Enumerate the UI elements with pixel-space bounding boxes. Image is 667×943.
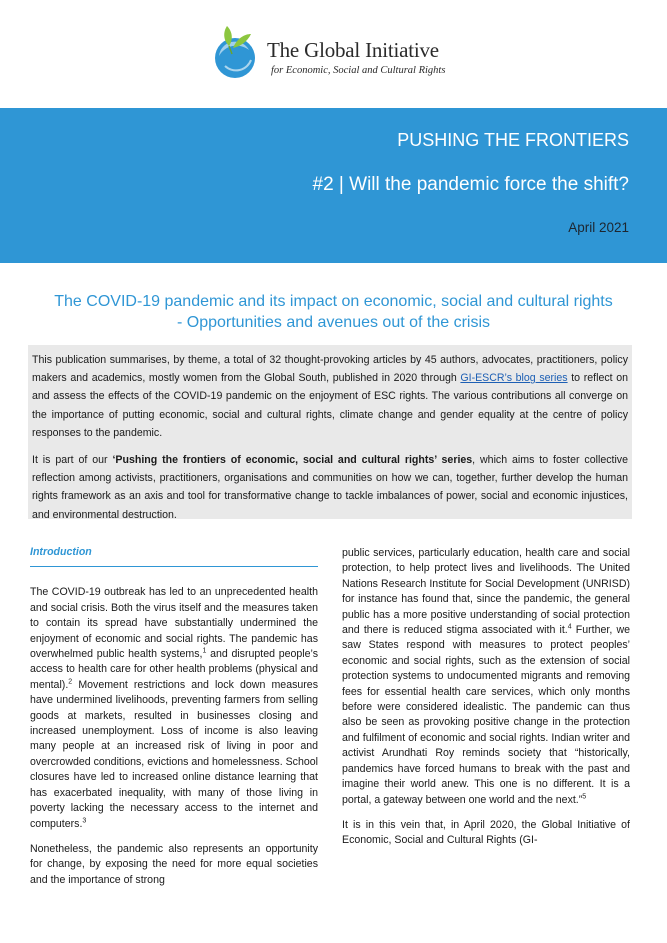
org-name: The Global Initiative [267,38,439,62]
org-tagline: for Economic, Social and Cultural Rights [271,65,446,76]
subtitle-line-2: - Opportunities and avenues out of the crisis [176,314,491,331]
summary-paragraph-1 [32,351,628,442]
footnote-ref[interactable]: 1 [202,647,207,655]
body-paragraph [30,585,318,832]
body-text: Movement restrictions and lock down measures have undermined livelihoods, preventing farmers from selling goods at markets, resulted in businesses closing and increased unemployment. Loss of income is also leaving many people at an increased risk of living in poor and overcrowded conditions, evictions and homelessness. School closures have led to increased online distance learning that has exacerbated inequality, with many of those living in poverty lacking the necessary access to the internet and computers. [30,678,318,830]
body-paragraph: It is in this vein that, in April 2020, the Global Initiative of Economic, Social and Cultural Rights (GI- [342,818,630,847]
subtitle-line-1: The COVID-19 pandemic and its impact on economic, social and cultural rights [54,293,613,310]
footnote-ref[interactable]: 3 [82,816,87,824]
org-logo [205,20,465,80]
body-text: public services, particularly education, health care and social protection, to help protect lives and livelihoods. The United Nations Research Institute for Social Development (UNRISD) for instance has found that, since the pandemic, the general public has a more positive understanding of social protection and there is reduced stigma associated with it. [342,547,630,637]
publication-date: April 2021 [568,220,629,235]
body-text: and disrupted people’s access to health care for other health problems (physical and mental). [30,648,318,691]
body-text: The COVID-19 outbreak has led to an unprecedented health and social crisis. Both the virus itself and the measures taken to contain its spread have substantially undermined the enjoyment of economic and social rights. The pandemic has overwhelmed public health systems, [30,586,318,661]
title-banner [0,108,667,263]
summary-box [28,345,632,519]
summary-text: It is part of our [32,454,113,467]
series-name-bold: ‘Pushing the frontiers of economic, social and cultural rights’ series [112,454,473,467]
footnote-ref[interactable]: 5 [582,792,587,800]
blog-series-link[interactable]: GI-ESCR’s blog series [460,372,568,385]
document-subtitle [20,291,647,333]
globe-leaf-icon [205,20,265,80]
series-title: PUSHING THE FRONTIERS [397,130,629,150]
summary-text: to reflect on and assess the effects of the COVID-19 pandemic on the enjoyment of ESC rights. The various contributions all converge on the importance of putting economic, social and cultural rights, climate change and gender equality at the centre of policy responses to the pandemic. [32,372,628,439]
body-paragraph: Nonetheless, the pandemic also represents an opportunity for change, by exposing the need for more equal societies and the importance of strong [30,842,318,886]
column-right [342,546,630,859]
footnote-ref[interactable]: 4 [567,623,572,631]
summary-paragraph-2 [32,451,628,524]
body-text: Further, we saw States respond with measures to protect peoples’ economic and social rights, such as the extension of social protection systems to undocumented migrants and removing fees for essential health care services, which only months before were considered idealistic. The pandemic can thus also be seen as provoking positive change in the protection and fulfilment of economic and social rights. Indian writer and activist Arundhati Roy reminds society that “historically, pandemics have forced humans to break with the past and imagine their world anew. This one is no different. It is a portal, a gateway between one world and the next.” [342,624,630,806]
summary-text: This publication summarises, by theme, a total of 32 thought-provoking articles by 45 authors, advocates, practitioners, policy makers and academics, mostly women from the Global South, published in 2020 through [32,354,628,385]
summary-text: , which aims to foster collective reflection among activists, practitioners, organisations and communities on how we can, together, further develop the human rights framework as an axis and tool for transformative change to tackle imbalances of power, social and economic injustices, and environmental destruction. [32,454,628,521]
section-heading-introduction: Introduction [30,545,318,567]
issue-title: #2 | Will the pandemic force the shift? [312,174,629,195]
column-left [30,545,318,898]
footnote-ref[interactable]: 2 [68,678,73,686]
body-paragraph [342,546,630,808]
